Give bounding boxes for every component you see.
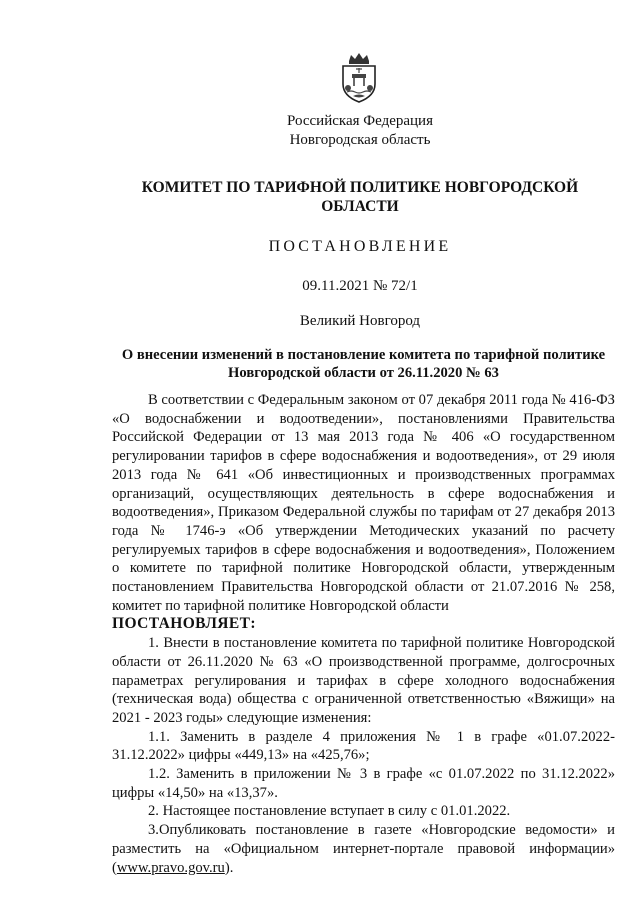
country-name: Российская Федерация xyxy=(287,113,433,129)
region-name: Новгородская область xyxy=(289,132,431,148)
committee-title: КОМИТЕТ ПО ТАРИФНОЙ ПОЛИТИКЕ НОВГОРОДСКОЙ ОБЛАСТИ xyxy=(141,179,579,215)
item-3-text: 3.Опубликовать постановление в газете «Новгородские ведомости» и разместить на «Официальном интернет-портале правовой информации» xyxy=(112,822,615,857)
document-body xyxy=(112,391,615,877)
pravo-gov-link[interactable]: www.pravo.gov.ru xyxy=(116,859,225,876)
item-1-2: 1.2. Заменить в приложении № 3 в графе «с 01.07.2022 по 31.12.2022» цифры «14,50» на «13,37». xyxy=(112,766,615,801)
decree-word: ПОСТАНОВЛЯЕТ: xyxy=(112,615,256,633)
item-3 xyxy=(112,821,615,877)
document-type: ПОСТАНОВЛЕНИЕ xyxy=(268,238,452,255)
item-1-1: 1.1. Заменить в разделе 4 приложения № 1 в графе «01.07.2022-31.12.2022» цифры «449,13» на «425,76»; xyxy=(112,728,615,764)
preamble-paragraph: В соответствии с Федеральным законом от 07 декабря 2011 года № 416-ФЗ «О водоснабжении и водоотведении», постановлениями Правительства Российской Федерации от 13 мая 2013 года № 406 «О государственном регулировании тарифов в сфере водоснабжения и водоотведения», от 29 июля 2013 года № 641 «Об инвестиционных и производственных программах организаций, осуществляющих деятельность в сфере водоснабжения и водоотведения», Приказом Федеральной службы по тарифам от 27 декабря 2013 года № 1746-э «Об утверждении Методических указаний по расчету регулируемых тарифов в сфере водоснабжения и водоотведения», Положением о комитете по тарифной политике Новгородской области, утвержденным постановлением Правительства Новгородской области от 21.07.2016 № 258, комитет по тарифной политике Новгородской области xyxy=(112,392,615,614)
item-1: 1. Внести в постановление комитета по тарифной политике Новгородской области от 26.11.2020 № 63 «О производственной программе, долгосрочных параметрах регулирования и тарифах в сфере холодного водоснабжения (техническая вода) общества с ограниченной ответственностью «Вяжищи» на 2021 - 2023 годы» следующие изменения: xyxy=(112,635,615,726)
coat-of-arms-icon xyxy=(337,52,381,104)
document-city: Великий Новгород xyxy=(299,313,421,329)
document-subject: О внесении изменений в постановление комитета по тарифной политике Новгородской области от 26.11.2020 № 63 xyxy=(121,347,606,381)
item-2: 2. Настоящее постановление вступает в силу с 01.01.2022. xyxy=(148,803,511,820)
link-open-paren: ( xyxy=(112,859,117,876)
link-close-paren: ). xyxy=(224,859,234,876)
document-number: 09.11.2021 № 72/1 xyxy=(302,278,418,294)
